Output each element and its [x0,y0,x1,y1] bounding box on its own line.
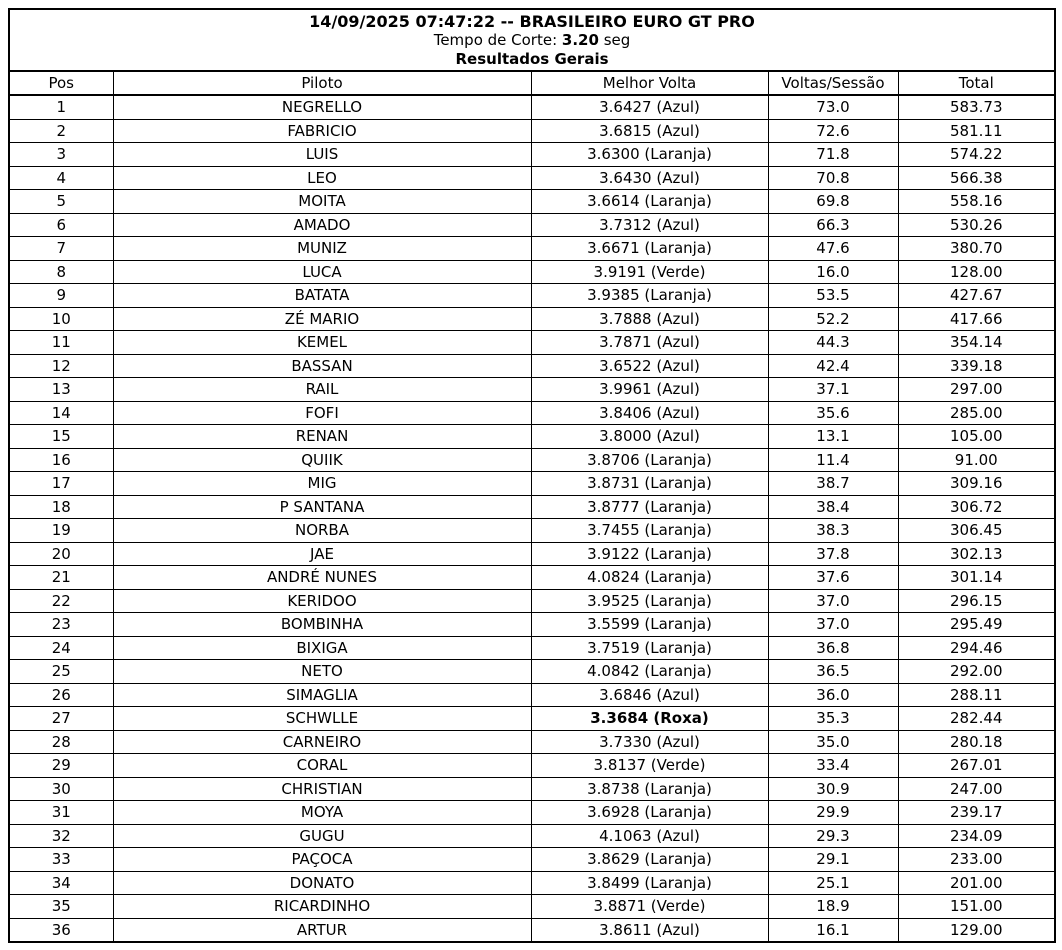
cell-pos: 30 [9,777,113,801]
cell-melhor-volta: 4.0842 (Laranja) [531,660,768,684]
cell-melhor-volta: 3.7871 (Azul) [531,331,768,355]
cell-pos: 14 [9,401,113,425]
cell-pos: 8 [9,260,113,284]
cell-piloto: GUGU [113,824,531,848]
column-header-row [9,71,1055,95]
cell-piloto: KEMEL [113,331,531,355]
section-title: Resultados Gerais [455,49,609,68]
cell-pos: 34 [9,871,113,895]
column-header-pos: Pos [9,71,113,95]
cell-melhor-volta: 3.7330 (Azul) [531,730,768,754]
table-row [9,777,1055,801]
cell-voltas-sessao: 37.0 [768,613,898,637]
cell-pos: 24 [9,636,113,660]
cell-piloto: QUIIK [113,448,531,472]
cell-piloto: ZÉ MARIO [113,307,531,331]
cell-melhor-volta: 3.7888 (Azul) [531,307,768,331]
cell-melhor-volta: 3.3684 (Roxa) [531,707,768,731]
cell-voltas-sessao: 37.8 [768,542,898,566]
cell-total: 239.17 [898,801,1055,825]
cell-piloto: LUIS [113,143,531,167]
cell-pos: 12 [9,354,113,378]
cell-piloto: NORBA [113,519,531,543]
table-row [9,707,1055,731]
cell-total: 574.22 [898,143,1055,167]
table-row [9,166,1055,190]
cell-melhor-volta: 3.7519 (Laranja) [531,636,768,660]
cell-voltas-sessao: 44.3 [768,331,898,355]
cell-melhor-volta: 3.6300 (Laranja) [531,143,768,167]
cell-voltas-sessao: 36.8 [768,636,898,660]
column-header-total: Total [898,71,1055,95]
table-row [9,824,1055,848]
cell-voltas-sessao: 37.6 [768,566,898,590]
cell-voltas-sessao: 73.0 [768,95,898,119]
cell-pos: 9 [9,284,113,308]
cell-pos: 22 [9,589,113,613]
cell-total: 91.00 [898,448,1055,472]
cell-total: 151.00 [898,895,1055,919]
cell-piloto: LUCA [113,260,531,284]
cell-voltas-sessao: 69.8 [768,190,898,214]
cell-melhor-volta: 3.9525 (Laranja) [531,589,768,613]
cell-melhor-volta: 3.6928 (Laranja) [531,801,768,825]
cell-pos: 16 [9,448,113,472]
cell-pos: 3 [9,143,113,167]
cell-pos: 31 [9,801,113,825]
cell-melhor-volta: 3.8777 (Laranja) [531,495,768,519]
cell-pos: 2 [9,119,113,143]
cell-pos: 36 [9,918,113,942]
cell-voltas-sessao: 30.9 [768,777,898,801]
cell-pos: 19 [9,519,113,543]
table-row [9,589,1055,613]
cell-piloto: RICARDINHO [113,895,531,919]
cell-pos: 11 [9,331,113,355]
cell-melhor-volta: 3.6522 (Azul) [531,354,768,378]
table-row [9,143,1055,167]
cell-voltas-sessao: 35.3 [768,707,898,731]
cell-melhor-volta: 3.9385 (Laranja) [531,284,768,308]
cell-melhor-volta: 4.1063 (Azul) [531,824,768,848]
cell-total: 306.45 [898,519,1055,543]
results-body [9,95,1055,942]
cell-melhor-volta: 3.6430 (Azul) [531,166,768,190]
cell-pos: 13 [9,378,113,402]
cell-melhor-volta: 3.6427 (Azul) [531,95,768,119]
cell-pos: 10 [9,307,113,331]
cell-piloto: CARNEIRO [113,730,531,754]
cell-pos: 27 [9,707,113,731]
cell-pos: 21 [9,566,113,590]
cell-melhor-volta: 3.6671 (Laranja) [531,237,768,261]
cell-voltas-sessao: 29.3 [768,824,898,848]
table-row [9,801,1055,825]
cell-piloto: KERIDOO [113,589,531,613]
table-row [9,213,1055,237]
cell-voltas-sessao: 18.9 [768,895,898,919]
cell-voltas-sessao: 52.2 [768,307,898,331]
cell-melhor-volta: 3.7312 (Azul) [531,213,768,237]
cell-piloto: AMADO [113,213,531,237]
cell-pos: 35 [9,895,113,919]
cell-voltas-sessao: 38.7 [768,472,898,496]
cell-total: 233.00 [898,848,1055,872]
cell-pos: 23 [9,613,113,637]
cell-melhor-volta: 3.8706 (Laranja) [531,448,768,472]
cell-piloto: NEGRELLO [113,95,531,119]
cell-voltas-sessao: 11.4 [768,448,898,472]
cell-total: 581.11 [898,119,1055,143]
cell-pos: 20 [9,542,113,566]
cell-pos: 7 [9,237,113,261]
cell-voltas-sessao: 38.3 [768,519,898,543]
cell-voltas-sessao: 37.1 [768,378,898,402]
cell-total: 583.73 [898,95,1055,119]
cell-piloto: MOYA [113,801,531,825]
cell-melhor-volta: 3.6815 (Azul) [531,119,768,143]
cell-total: 294.46 [898,636,1055,660]
cell-piloto: BATATA [113,284,531,308]
cell-piloto: SCHWLLE [113,707,531,731]
table-row [9,636,1055,660]
cell-voltas-sessao: 72.6 [768,119,898,143]
cell-melhor-volta: 3.7455 (Laranja) [531,519,768,543]
cell-total: 302.13 [898,542,1055,566]
cell-melhor-volta: 3.9122 (Laranja) [531,542,768,566]
cell-piloto: MOITA [113,190,531,214]
cell-total: 558.16 [898,190,1055,214]
cell-total: 288.11 [898,683,1055,707]
table-row [9,425,1055,449]
table-row [9,378,1055,402]
table-row [9,331,1055,355]
cell-melhor-volta: 3.8731 (Laranja) [531,472,768,496]
cell-piloto: BASSAN [113,354,531,378]
cell-piloto: MIG [113,472,531,496]
table-row [9,918,1055,942]
cell-voltas-sessao: 53.5 [768,284,898,308]
cell-pos: 1 [9,95,113,119]
cell-piloto: FOFI [113,401,531,425]
cell-voltas-sessao: 35.0 [768,730,898,754]
table-row [9,730,1055,754]
cell-voltas-sessao: 71.8 [768,143,898,167]
cell-voltas-sessao: 25.1 [768,871,898,895]
cell-melhor-volta: 3.8611 (Azul) [531,918,768,942]
cell-total: 105.00 [898,425,1055,449]
table-row [9,119,1055,143]
cell-piloto: BOMBINHA [113,613,531,637]
cell-voltas-sessao: 16.0 [768,260,898,284]
table-row [9,354,1055,378]
cell-melhor-volta: 3.8499 (Laranja) [531,871,768,895]
cell-total: 280.18 [898,730,1055,754]
cell-melhor-volta: 4.0824 (Laranja) [531,566,768,590]
column-header-piloto: Piloto [113,71,531,95]
cell-pos: 18 [9,495,113,519]
table-row [9,448,1055,472]
table-row [9,871,1055,895]
table-row [9,754,1055,778]
cell-pos: 15 [9,425,113,449]
cell-piloto: FABRICIO [113,119,531,143]
cell-total: 417.66 [898,307,1055,331]
cell-voltas-sessao: 29.1 [768,848,898,872]
cell-piloto: RENAN [113,425,531,449]
cell-voltas-sessao: 33.4 [768,754,898,778]
cell-pos: 29 [9,754,113,778]
cell-melhor-volta: 3.6614 (Laranja) [531,190,768,214]
cell-melhor-volta: 3.8629 (Laranja) [531,848,768,872]
cell-piloto: RAIL [113,378,531,402]
cell-pos: 25 [9,660,113,684]
table-row [9,95,1055,119]
cell-total: 309.16 [898,472,1055,496]
cell-piloto: BIXIGA [113,636,531,660]
cell-total: 129.00 [898,918,1055,942]
cell-voltas-sessao: 47.6 [768,237,898,261]
cell-piloto: JAE [113,542,531,566]
cell-melhor-volta: 3.8000 (Azul) [531,425,768,449]
table-row [9,401,1055,425]
cell-melhor-volta: 3.6846 (Azul) [531,683,768,707]
cell-total: 295.49 [898,613,1055,637]
cell-pos: 28 [9,730,113,754]
cell-melhor-volta: 3.8406 (Azul) [531,401,768,425]
cell-total: 566.38 [898,166,1055,190]
cutoff-label: Tempo de Corte: [433,30,558,49]
cell-pos: 32 [9,824,113,848]
cell-melhor-volta: 3.5599 (Laranja) [531,613,768,637]
cell-melhor-volta: 3.8137 (Verde) [531,754,768,778]
cell-piloto: PAÇOCA [113,848,531,872]
cell-voltas-sessao: 29.9 [768,801,898,825]
cell-piloto: ANDRÉ NUNES [113,566,531,590]
cell-total: 306.72 [898,495,1055,519]
cell-voltas-sessao: 70.8 [768,166,898,190]
column-header-melhor-volta: Melhor Volta [531,71,768,95]
cell-total: 292.00 [898,660,1055,684]
cell-piloto: DONATO [113,871,531,895]
cell-voltas-sessao: 36.0 [768,683,898,707]
cell-melhor-volta: 3.8738 (Laranja) [531,777,768,801]
cell-voltas-sessao: 13.1 [768,425,898,449]
table-row [9,542,1055,566]
cell-piloto: P SANTANA [113,495,531,519]
cell-total: 201.00 [898,871,1055,895]
table-row [9,848,1055,872]
cell-total: 427.67 [898,284,1055,308]
column-header-voltas-sessao: Voltas/Sessão [768,71,898,95]
cell-pos: 6 [9,213,113,237]
cell-total: 282.44 [898,707,1055,731]
table-row [9,519,1055,543]
cell-voltas-sessao: 66.3 [768,213,898,237]
cell-total: 128.00 [898,260,1055,284]
cell-total: 530.26 [898,213,1055,237]
cell-melhor-volta: 3.9191 (Verde) [531,260,768,284]
cutoff-unit: seg [603,30,631,49]
table-row [9,260,1055,284]
results-table [8,8,1056,943]
cell-total: 301.14 [898,566,1055,590]
cell-voltas-sessao: 36.5 [768,660,898,684]
page-title: 14/09/2025 07:47:22 -- BRASILEIRO EURO GT PRO [309,11,755,31]
cell-voltas-sessao: 42.4 [768,354,898,378]
cell-pos: 4 [9,166,113,190]
cutoff-line [10,31,1054,50]
table-row [9,613,1055,637]
table-row [9,237,1055,261]
cell-piloto: SIMAGLIA [113,683,531,707]
table-row [9,190,1055,214]
title-block [9,9,1055,71]
table-row [9,566,1055,590]
cell-pos: 5 [9,190,113,214]
cell-pos: 33 [9,848,113,872]
cell-total: 296.15 [898,589,1055,613]
cell-total: 354.14 [898,331,1055,355]
cell-piloto: MUNIZ [113,237,531,261]
cell-total: 285.00 [898,401,1055,425]
table-row [9,683,1055,707]
cell-voltas-sessao: 35.6 [768,401,898,425]
table-row [9,284,1055,308]
cell-melhor-volta: 3.8871 (Verde) [531,895,768,919]
cell-voltas-sessao: 16.1 [768,918,898,942]
cell-voltas-sessao: 38.4 [768,495,898,519]
cell-pos: 17 [9,472,113,496]
cell-total: 339.18 [898,354,1055,378]
title-row [9,9,1055,71]
cell-total: 297.00 [898,378,1055,402]
table-row [9,895,1055,919]
cell-total: 247.00 [898,777,1055,801]
cell-pos: 26 [9,683,113,707]
table-row [9,660,1055,684]
cell-piloto: CHRISTIAN [113,777,531,801]
table-row [9,472,1055,496]
cell-melhor-volta: 3.9961 (Azul) [531,378,768,402]
cutoff-value: 3.20 [561,30,599,49]
cell-total: 267.01 [898,754,1055,778]
cell-piloto: NETO [113,660,531,684]
table-row [9,495,1055,519]
cell-piloto: CORAL [113,754,531,778]
cell-total: 234.09 [898,824,1055,848]
cell-piloto: ARTUR [113,918,531,942]
table-row [9,307,1055,331]
cell-voltas-sessao: 37.0 [768,589,898,613]
cell-piloto: LEO [113,166,531,190]
cell-total: 380.70 [898,237,1055,261]
